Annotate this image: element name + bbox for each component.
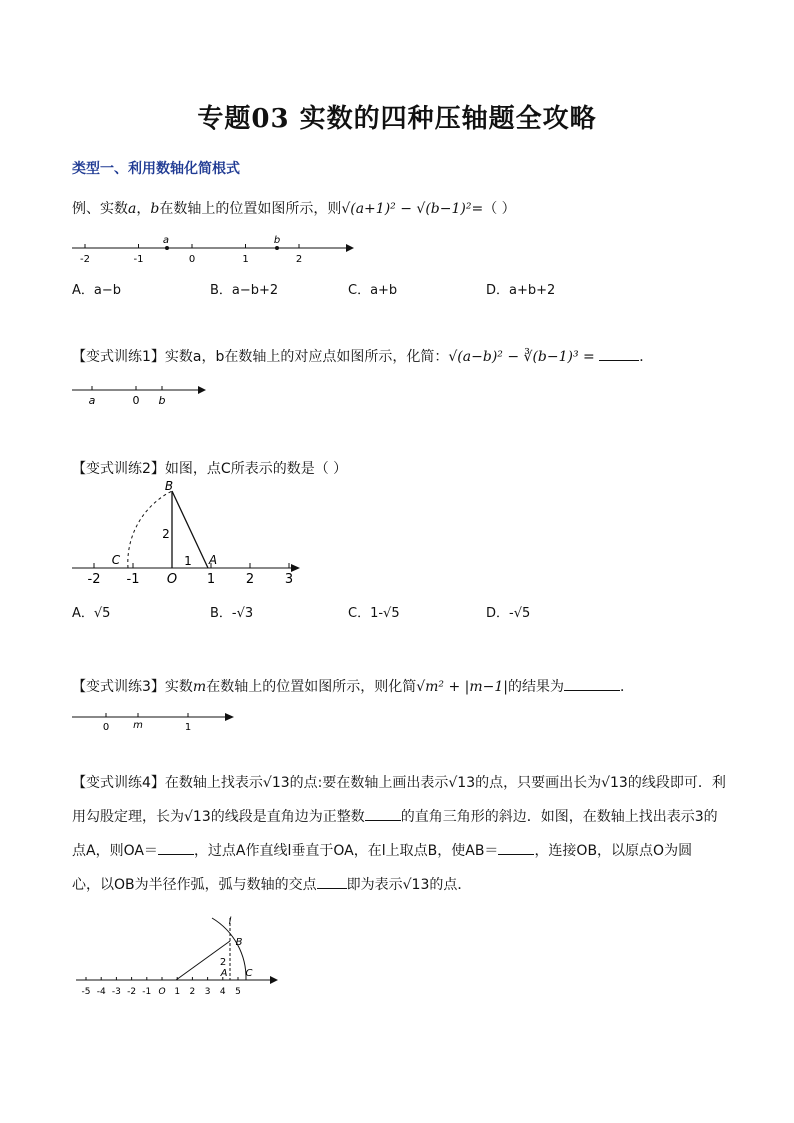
axis-arrow <box>198 386 206 394</box>
v4-line1: 在数轴上找表示√13的点:要在数轴上画出表示√13的点，只要画出长为√13的线段即可．利 <box>164 775 726 791</box>
label-0: 0 <box>132 394 140 407</box>
v2-question <box>72 458 347 478</box>
v4-axis-tick-label: -2 <box>127 987 137 997</box>
v2-axis-tick-label: 3 <box>284 572 294 587</box>
label-B: B <box>164 479 174 493</box>
v4-line2a: 用勾股定理，长为√13的线段是直角边为正整数 <box>72 809 365 825</box>
section-heading: 类型一、利用数轴化简根式 <box>72 161 240 177</box>
v2-axis-tick-label: 1 <box>206 572 216 587</box>
v4-axis-tick-label: -5 <box>81 987 91 997</box>
arc <box>212 918 246 980</box>
label-m: m <box>133 720 143 731</box>
example-axis-tick-label: 0 <box>188 254 196 265</box>
v4-line4b: 即为表示√13的点． <box>346 877 472 893</box>
v3-question <box>72 676 634 696</box>
v3-answer-blank <box>564 676 620 691</box>
v4-line3c: ，连接OB，以原点O为圆 <box>534 843 693 859</box>
v2-option-b: B．-√3 <box>210 606 254 621</box>
v1-text: 实数a，b在数轴上的对应点如图所示，化简： <box>164 349 449 365</box>
v2-axis-tick-label: O <box>166 572 178 587</box>
label-B: B <box>235 937 243 948</box>
example-axis-tick-label: -1 <box>133 254 144 265</box>
axis-arrow <box>291 564 300 572</box>
example-axis-tick-label: 1 <box>242 254 249 265</box>
label-two: 2 <box>162 527 170 541</box>
v3-tail: ． <box>620 679 634 695</box>
example-tail: =（ ） <box>471 201 516 217</box>
label-A: A <box>208 553 218 567</box>
label-b: b <box>158 394 166 407</box>
example-option-b: B．a−b+2 <box>210 283 279 298</box>
v1-number-line <box>70 380 220 408</box>
v4-paragraph <box>72 766 732 902</box>
v1-question <box>72 346 653 366</box>
v4-axis-tick-label: -4 <box>96 987 106 997</box>
page-title: 专题03 实数的四种压轴题全攻略 <box>197 104 597 134</box>
v1-expression: √(a−b)² − ∛(b−1)³ = <box>448 349 595 365</box>
v3-number-line <box>70 708 250 736</box>
v1-tail: ． <box>639 349 654 365</box>
v4-blank-2 <box>158 840 194 855</box>
v3-text-a: 实数 <box>164 679 193 695</box>
example-option-c: C．a+b <box>348 283 398 298</box>
v1-label: 【变式训练1】 <box>72 349 165 365</box>
v3-expression: √m² + |m−1| <box>416 679 508 695</box>
label-a: a <box>88 394 96 407</box>
v4-axis-tick-label: 5 <box>235 987 241 997</box>
v2-axis-tick-label: -2 <box>87 572 101 587</box>
v4-axis-tick-label: 1 <box>174 987 181 997</box>
v3-text-c: 的结果为 <box>508 679 564 695</box>
v3-text-b: 在数轴上的位置如图所示，则化简 <box>206 679 417 695</box>
point-b-dot <box>275 246 279 250</box>
example-axis-tick-label: -2 <box>80 254 90 265</box>
example-text-b: 在数轴上的位置如图所示，则 <box>159 201 342 217</box>
example-expression: √(a+1)² − √(b−1)² <box>341 201 472 217</box>
label-one: 1 <box>184 554 192 568</box>
v1-answer-blank <box>599 346 639 361</box>
label-C: C <box>111 553 121 567</box>
label-1: 1 <box>184 722 192 733</box>
v4-axis-tick-label: 4 <box>219 987 226 997</box>
v2-text: 如图，点C所表示的数是（ ） <box>164 461 348 477</box>
var-b: b <box>150 201 160 217</box>
v4-line2b: 的直角三角形的斜边．如图，在数轴上找出表示3的 <box>400 809 718 825</box>
v2-option-a: A．√5 <box>72 606 111 621</box>
v4-axis-tick-label: 3 <box>204 987 211 997</box>
example-text-a: 例、实数 <box>72 201 128 217</box>
v4-line4a: 心，以OB为半径作弧，弧与数轴的交点 <box>72 877 317 893</box>
point-a-dot <box>165 246 169 250</box>
example-axis-tick-label: 2 <box>295 254 303 265</box>
example-option-d: D．a+b+2 <box>486 283 556 298</box>
v4-axis-tick-label: -3 <box>111 987 121 997</box>
label-two: 2 <box>219 957 227 968</box>
axis-arrow <box>270 976 278 984</box>
point-b-label: b <box>273 235 281 246</box>
v4-blank-1 <box>365 806 401 821</box>
v2-option-c: C．1-√5 <box>348 606 400 621</box>
v2-label: 【变式训练2】 <box>72 461 165 477</box>
v4-axis-tick-label: 2 <box>189 987 196 997</box>
example-number-line <box>70 232 370 266</box>
var-a: a <box>128 201 137 217</box>
v4-label: 【变式训练4】 <box>72 775 165 791</box>
axis-arrow <box>346 244 354 252</box>
v4-line3b: ，过点A作直线l垂直于OA，在l上取点B，使AB＝ <box>193 843 499 859</box>
v2-figure <box>70 478 310 588</box>
v4-axis-tick-label: -1 <box>142 987 152 997</box>
v4-figure <box>70 910 285 1000</box>
label-C: C <box>245 968 253 979</box>
v4-axis-tick-label: O <box>158 987 166 997</box>
v4-blank-3 <box>498 840 534 855</box>
label-A: A <box>220 968 228 979</box>
label-l: l <box>228 916 232 927</box>
v2-axis-tick-label: 2 <box>245 572 255 587</box>
axis-arrow <box>225 713 234 721</box>
v4-blank-4 <box>317 874 347 889</box>
v3-var: m <box>192 679 207 695</box>
example-question: 例、实数a，b在数轴上的位置如图所示，则√(a+1)² − √(b−1)²=（ ） <box>72 201 516 217</box>
point-a-label: a <box>162 235 170 246</box>
v3-label: 【变式训练3】 <box>72 679 165 695</box>
label-0: 0 <box>102 722 110 733</box>
v2-option-d: D．-√5 <box>486 606 531 621</box>
v2-axis-tick-label: -1 <box>126 572 140 587</box>
v4-line3a: 点A，则OA＝ <box>72 843 158 859</box>
example-option-a: A．a−b <box>72 283 122 298</box>
